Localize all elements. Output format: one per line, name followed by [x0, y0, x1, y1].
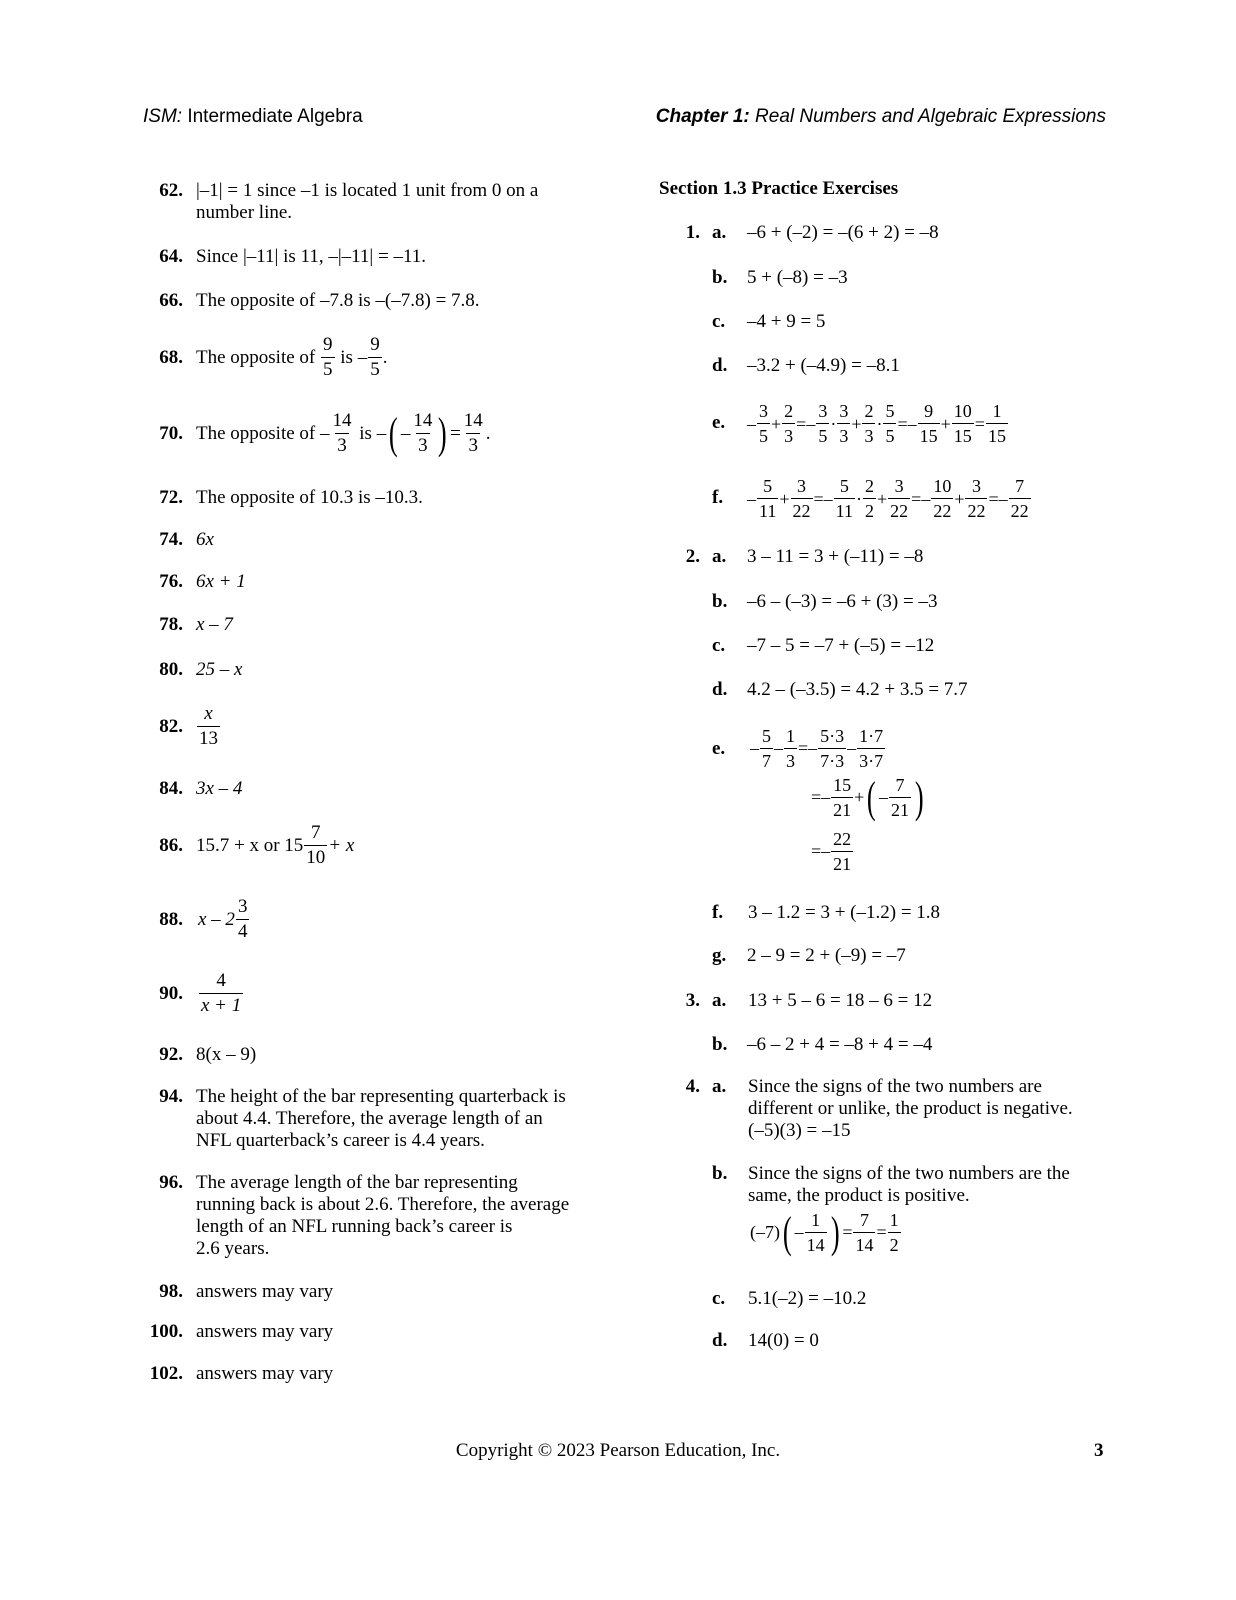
denominator: 3 — [337, 435, 347, 456]
exercise-text: 3x – 4 — [196, 778, 243, 799]
exercise-number: 96. — [159, 1172, 183, 1193]
exercise-number: 62. — [159, 180, 183, 201]
answer-text — [748, 1163, 1108, 1207]
operator: = — [811, 787, 822, 807]
text-line: same, the product is positive. — [748, 1185, 970, 1206]
denominator: 11 — [834, 498, 855, 523]
text-line: length of an NFL running back’s career is — [196, 1216, 513, 1237]
equation-4b — [750, 1208, 902, 1257]
part-label: b. — [712, 591, 728, 612]
exercise-text: answers may vary — [196, 1281, 334, 1302]
denominator: 22 — [791, 498, 813, 523]
numerator: 15 — [833, 775, 852, 795]
operator: = — [988, 488, 999, 509]
denominator: 3 — [782, 423, 795, 448]
exercise-number: 78. — [159, 614, 183, 635]
exercise-number: 72. — [159, 487, 183, 508]
part-label: e. — [712, 738, 726, 759]
operator: + — [940, 413, 951, 434]
denominator: 7·3 — [818, 748, 846, 773]
numerator: 22 — [833, 829, 852, 849]
operator: – — [747, 413, 756, 434]
exercise-number: 94. — [159, 1086, 183, 1107]
text-line: (–5)(3) = –15 — [748, 1120, 851, 1141]
equation: –7 – 5 = –7 + (–5) = –12 — [747, 635, 935, 656]
equation: –4 + 9 = 5 — [747, 311, 826, 332]
denominator: 21 — [889, 797, 911, 822]
fraction — [462, 409, 485, 458]
part-label: c. — [712, 1288, 726, 1309]
numerator: 7 — [311, 822, 321, 843]
part-label: b. — [712, 1163, 728, 1184]
numerator: 3 — [818, 401, 828, 421]
fraction — [816, 399, 829, 448]
denominator: 13 — [199, 728, 218, 749]
exercise-text: x – 7 — [196, 614, 233, 635]
text-run: + x — [328, 834, 355, 856]
exercise-text — [196, 1086, 616, 1152]
numerator: 3 — [894, 476, 904, 496]
text-line: 2.6 years. — [196, 1238, 270, 1259]
operator: · — [856, 488, 862, 509]
denominator: 5 — [816, 423, 829, 448]
operator: – — [821, 841, 831, 861]
header-book-title: Intermediate Algebra — [182, 106, 363, 127]
operator: – — [750, 738, 759, 758]
denominator: 3 — [837, 423, 850, 448]
numerator: 10 — [953, 401, 972, 421]
equation: 14(0) = 0 — [748, 1330, 819, 1351]
operator: = — [813, 488, 824, 509]
fraction — [853, 1208, 875, 1257]
equation: 5 + (–8) = –3 — [747, 267, 848, 288]
page-number: 3 — [1094, 1440, 1104, 1461]
fraction — [952, 399, 974, 448]
exercise-text: 6x — [196, 529, 214, 550]
denominator: 22 — [965, 498, 987, 523]
exercise-number: 84. — [159, 778, 183, 799]
operator: + — [779, 488, 790, 509]
fraction — [889, 773, 911, 822]
text-line: number line. — [196, 202, 293, 223]
equation: –6 – (–3) = –6 + (3) = –3 — [747, 591, 938, 612]
numerator: 1 — [786, 726, 795, 746]
denominator: 5 — [370, 359, 380, 380]
numerator: 1 — [992, 401, 1002, 421]
fraction — [883, 399, 896, 448]
running-header-left — [143, 106, 363, 128]
text-run: is – — [340, 346, 368, 368]
text-line: running back is about 2.6. Therefore, the average — [196, 1194, 570, 1215]
equation: 3 – 11 = 3 + (–11) = –8 — [747, 546, 924, 567]
exercise-number: 66. — [159, 290, 183, 311]
denominator: 15 — [952, 423, 974, 448]
text-line: The average length of the bar representing — [196, 1172, 518, 1193]
numerator: x — [204, 703, 213, 724]
operator: = — [876, 1222, 887, 1242]
fraction — [784, 724, 797, 773]
exercise-number: 68. — [159, 347, 183, 368]
fraction — [986, 399, 1008, 448]
equation: 3 – 1.2 = 3 + (–1.2) = 1.8 — [748, 902, 941, 923]
exercise-number: 82. — [159, 716, 183, 737]
left-paren: ( — [782, 1207, 792, 1257]
operator: + — [954, 488, 965, 509]
denominator: 14 — [853, 1232, 875, 1257]
operator: – — [806, 413, 816, 434]
numerator: 5 — [762, 726, 771, 746]
running-header-right — [656, 106, 1106, 128]
numerator: 14 — [413, 410, 433, 431]
exercise-math — [196, 333, 387, 382]
fraction — [931, 474, 953, 523]
operator: – — [794, 1222, 804, 1242]
denominator: 3·7 — [857, 748, 885, 773]
part-label: d. — [712, 355, 728, 376]
header-book-prefix: ISM: — [143, 106, 183, 127]
left-paren: ( — [389, 408, 398, 458]
fraction — [965, 474, 987, 523]
numerator: 3 — [797, 476, 806, 496]
left-paren: ( — [867, 772, 877, 822]
operator: – — [821, 787, 831, 807]
exercise-text: 8(x – 9) — [196, 1044, 257, 1065]
denominator: 7 — [760, 748, 773, 773]
text-run: x – 2 — [198, 908, 235, 930]
fraction — [888, 1208, 901, 1257]
numerator: 2 — [864, 401, 874, 421]
equation: –6 + (–2) = –(6 + 2) = –8 — [747, 222, 939, 243]
numerator: 2 — [865, 476, 874, 496]
operator: – — [907, 413, 917, 434]
denominator: 5 — [757, 423, 770, 448]
exercise-text: 25 – x — [196, 659, 243, 680]
fraction — [837, 399, 850, 448]
exercise-number: 74. — [159, 529, 183, 550]
exercise-number: 70. — [159, 423, 183, 444]
right-paren: ) — [830, 1207, 840, 1257]
denominator: 21 — [831, 797, 853, 822]
denominator: 15 — [918, 423, 940, 448]
fraction — [236, 895, 250, 944]
fraction — [888, 474, 910, 523]
fraction — [1009, 474, 1031, 523]
exercise-text: The opposite of 10.3 is –10.3. — [196, 487, 423, 508]
numerator: 3 — [237, 896, 248, 917]
fraction — [918, 399, 940, 448]
denominator: 5 — [883, 423, 896, 448]
operator: – — [747, 488, 756, 509]
numerator: 7 — [859, 1210, 869, 1230]
section-title: Section 1.3 Practice Exercises — [659, 178, 899, 199]
text-run: – — [400, 422, 411, 444]
operator: = — [974, 413, 985, 434]
exercise-number: 92. — [159, 1044, 183, 1065]
fraction — [863, 474, 876, 523]
numerator: 9 — [323, 334, 333, 355]
fraction — [411, 409, 434, 458]
equation: –3.2 + (–4.9) = –8.1 — [747, 355, 900, 376]
operator: = — [897, 413, 908, 434]
text-run: is – — [359, 422, 387, 444]
denominator: 11 — [757, 498, 778, 523]
exercise-text: Since |–11| is 11, –|–11| = –11. — [196, 246, 426, 267]
numerator: 7 — [1015, 476, 1025, 496]
part-label: d. — [712, 679, 728, 700]
exercise-number: 90. — [159, 983, 183, 1004]
operand: (–7) — [750, 1222, 780, 1242]
text-line: The height of the bar representing quarterback is — [196, 1086, 566, 1107]
fraction — [831, 827, 853, 876]
operator: = — [796, 413, 807, 434]
numerator: 3 — [839, 401, 849, 421]
fraction — [368, 333, 382, 382]
denominator: 3 — [784, 748, 797, 773]
fraction — [304, 821, 327, 870]
right-paren: ) — [914, 772, 924, 822]
part-label: b. — [712, 1034, 728, 1055]
part-label: c. — [712, 635, 726, 656]
numerator: 7 — [895, 775, 905, 795]
numerator: 5 — [839, 476, 849, 496]
numerator: 1·7 — [859, 726, 884, 746]
text-run: 15.7 + x or 15 — [196, 834, 304, 856]
numerator: 3 — [971, 476, 981, 496]
fraction — [818, 724, 846, 773]
fraction — [831, 773, 853, 822]
equation: 4.2 – (–3.5) = 4.2 + 3.5 = 7.7 — [747, 679, 968, 700]
exercise-math — [196, 821, 354, 870]
numerator: 9 — [370, 334, 380, 355]
numerator: 3 — [759, 401, 768, 421]
numerator: 1 — [811, 1210, 821, 1230]
operator: · — [876, 413, 883, 434]
denominator: 3 — [862, 423, 875, 448]
text-run: . — [485, 422, 491, 444]
operator: – — [823, 488, 833, 509]
equation — [747, 474, 1032, 523]
exercise-text — [196, 180, 616, 224]
fraction — [805, 1208, 827, 1257]
text-line: Since the signs of the two numbers are — [748, 1076, 1042, 1097]
fraction — [757, 399, 770, 448]
fraction — [782, 399, 795, 448]
numerator: 9 — [924, 401, 934, 421]
fraction — [199, 969, 243, 1018]
part-label: c. — [712, 311, 726, 332]
operator: = — [911, 488, 922, 509]
denominator: 3 — [468, 435, 478, 456]
operator: + — [771, 413, 782, 434]
equation: 13 + 5 – 6 = 18 – 6 = 12 — [748, 990, 933, 1011]
exercise-math — [198, 895, 250, 944]
denominator: 21 — [831, 851, 853, 876]
fraction — [834, 474, 855, 523]
exercise-number: 76. — [159, 571, 183, 592]
denominator: 22 — [1009, 498, 1031, 523]
exercise-number: 98. — [159, 1281, 183, 1302]
header-chapter-title: Real Numbers and Algebraic Expressions — [749, 106, 1106, 127]
numerator: 10 — [933, 476, 952, 496]
denominator: 22 — [888, 498, 910, 523]
operator: = — [842, 1222, 853, 1242]
equation-line-3 — [811, 827, 854, 876]
numerator: 5 — [763, 476, 773, 496]
part-label: a. — [712, 990, 727, 1011]
operator: – — [998, 488, 1008, 509]
part-label: g. — [712, 945, 727, 966]
equation — [747, 399, 1009, 448]
denominator: 3 — [418, 435, 428, 456]
exercise-number: 86. — [159, 835, 183, 856]
operator: · — [830, 413, 837, 434]
text-run: = — [450, 422, 461, 444]
exercise-text: answers may vary — [196, 1363, 334, 1384]
equation-line-2 — [811, 773, 927, 822]
fraction — [857, 724, 885, 773]
exercise-number: 102. — [149, 1363, 183, 1384]
exercise-number: 64. — [159, 246, 183, 267]
numerator: 4 — [216, 970, 226, 991]
equation-line-1 — [750, 724, 886, 773]
numerator: 5 — [885, 401, 895, 421]
copyright-footer: Copyright © 2023 Pearson Education, Inc. — [455, 1440, 781, 1461]
part-label: d. — [712, 1330, 728, 1351]
exercise-number: 100. — [149, 1321, 183, 1342]
exercise-math — [198, 969, 244, 1018]
exercise-text: answers may vary — [196, 1321, 334, 1342]
denominator: 15 — [986, 423, 1008, 448]
denominator: 14 — [805, 1232, 827, 1257]
part-label: f. — [712, 902, 724, 923]
exercise-number: 3. — [685, 990, 700, 1011]
part-label: a. — [712, 1076, 727, 1097]
operator: – — [774, 738, 783, 758]
fraction — [331, 409, 354, 458]
exercise-number: 2. — [685, 546, 700, 567]
equation: –6 – 2 + 4 = –8 + 4 = –4 — [747, 1034, 933, 1055]
exercise-text: 6x + 1 — [196, 571, 246, 592]
fraction — [862, 399, 875, 448]
operator: + — [851, 413, 862, 434]
fraction — [757, 474, 778, 523]
part-label: a. — [712, 546, 727, 567]
denominator: 2 — [863, 498, 876, 523]
answer-text — [748, 1076, 1108, 1142]
denominator: 2 — [888, 1232, 901, 1257]
fraction — [760, 724, 773, 773]
operator: + — [877, 488, 888, 509]
numerator: 14 — [332, 410, 352, 431]
text-line: about 4.4. Therefore, the average length of an — [196, 1108, 543, 1129]
operator: – — [878, 787, 888, 807]
part-label: b. — [712, 267, 728, 288]
exercise-math — [196, 409, 490, 458]
equation: 2 – 9 = 2 + (–9) = –7 — [747, 945, 906, 966]
exercise-number: 1. — [685, 222, 700, 243]
operator: = — [811, 841, 822, 861]
equation: 5.1(–2) = –10.2 — [748, 1288, 867, 1309]
text-run: . — [382, 346, 388, 368]
exercise-number: 80. — [159, 659, 183, 680]
denominator: 10 — [306, 847, 326, 868]
exercise-number: 4. — [685, 1076, 700, 1097]
exercise-math — [196, 702, 221, 751]
text-line: Since the signs of the two numbers are the — [748, 1163, 1070, 1184]
numerator: 14 — [463, 410, 483, 431]
part-label: a. — [712, 222, 727, 243]
fraction — [321, 333, 335, 382]
header-chapter-number: Chapter 1: — [655, 106, 750, 127]
operator: + — [854, 787, 865, 807]
numerator: 2 — [784, 401, 794, 421]
text-line: NFL quarterback’s career is 4.4 years. — [196, 1130, 485, 1151]
part-label: f. — [712, 487, 724, 508]
exercise-text: The opposite of –7.8 is –(–7.8) = 7.8. — [196, 290, 480, 311]
denominator: 22 — [931, 498, 953, 523]
exercise-number: 88. — [159, 909, 183, 930]
denominator: x + 1 — [201, 995, 242, 1016]
operator: – — [921, 488, 931, 509]
text-line: |–1| = 1 since –1 is located 1 unit from 0 on a — [196, 180, 539, 201]
numerator: 5·3 — [820, 726, 845, 746]
text-line: different or unlike, the product is negative. — [748, 1098, 1073, 1119]
fraction — [791, 474, 813, 523]
operator: – — [847, 738, 857, 758]
exercise-text — [196, 1172, 616, 1260]
text-run: The opposite of – — [196, 422, 330, 444]
part-label: e. — [712, 412, 726, 433]
fraction — [197, 702, 220, 751]
operator: – — [808, 738, 818, 758]
denominator: 4 — [237, 921, 248, 942]
operator: = — [798, 738, 809, 758]
denominator: 5 — [323, 359, 333, 380]
numerator: 1 — [889, 1210, 899, 1230]
right-paren: ) — [438, 408, 448, 458]
text-run: The opposite of — [196, 346, 316, 368]
